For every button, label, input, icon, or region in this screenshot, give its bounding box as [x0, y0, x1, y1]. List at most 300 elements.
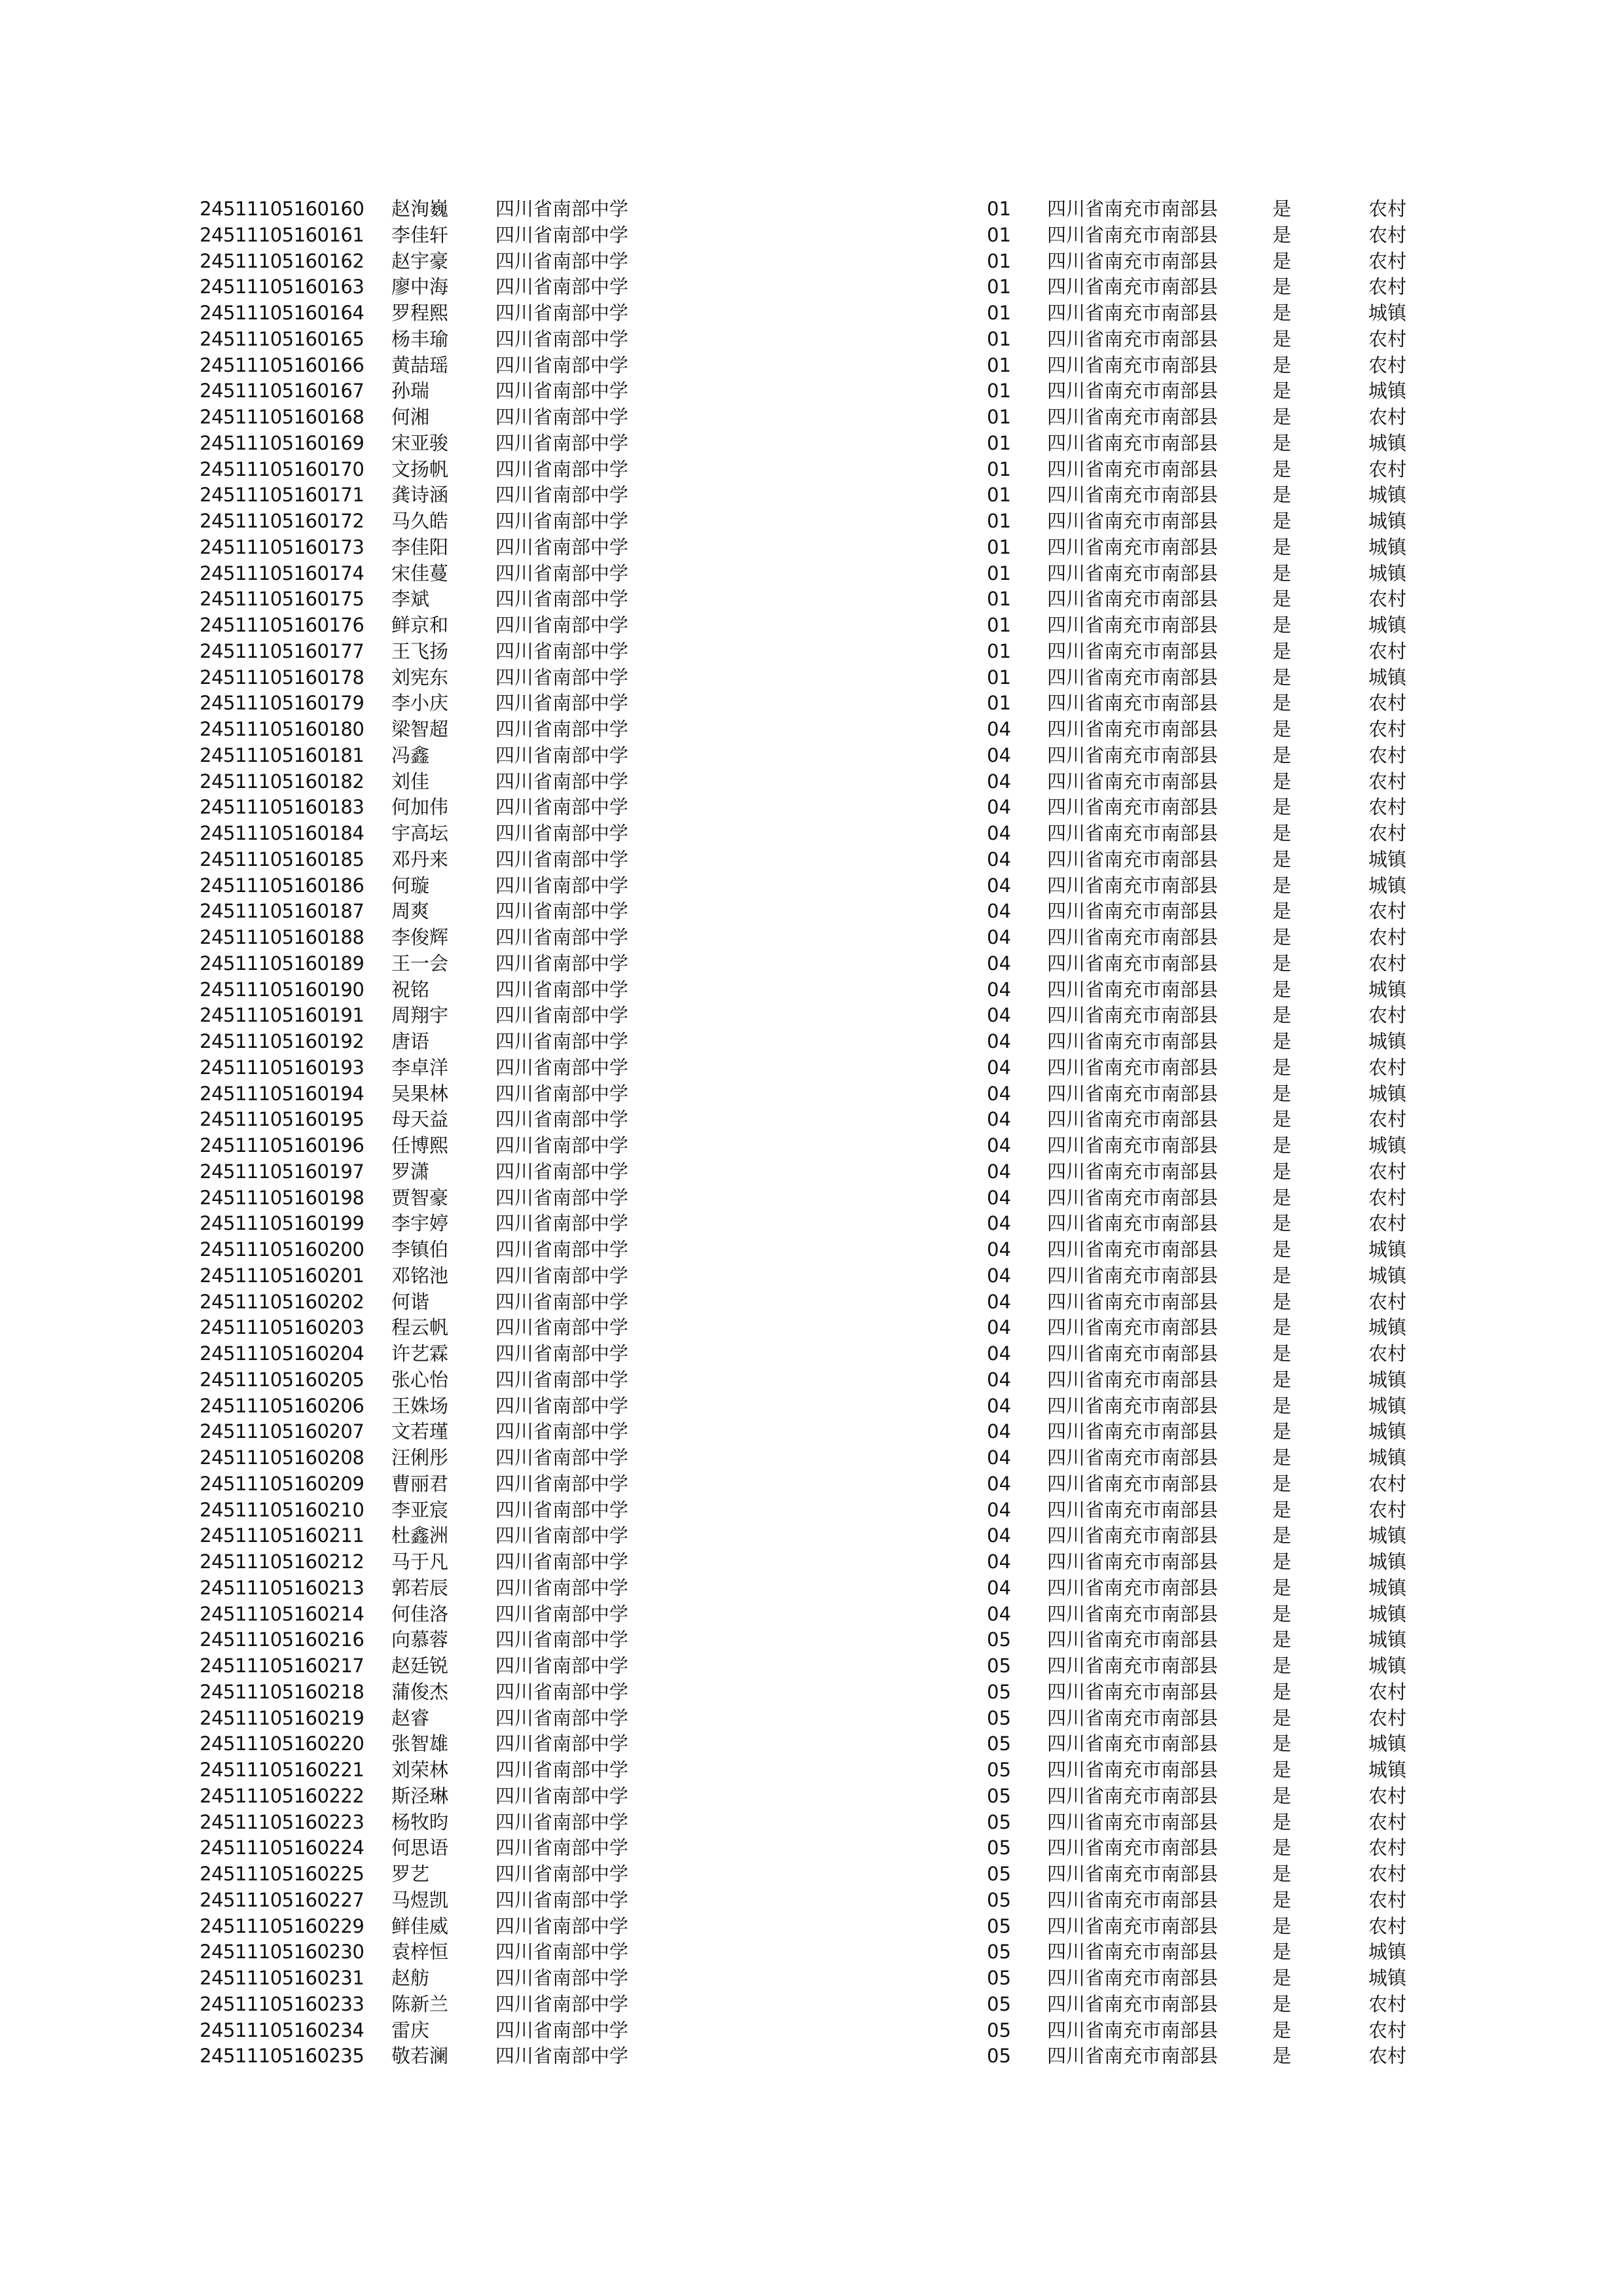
- flag-cell: 是: [1272, 874, 1292, 897]
- student-id-cell: 24511105160188: [200, 926, 365, 948]
- flag-cell: 是: [1272, 1680, 1292, 1703]
- table-row: [0, 2043, 1623, 2069]
- residence-type-cell: 农村: [1368, 1056, 1407, 1079]
- student-name-cell: 周翔宇: [391, 1004, 449, 1027]
- student-name-cell: 王飞扬: [391, 639, 449, 662]
- student-name-cell: 任博熙: [391, 1134, 449, 1157]
- region-cell: 四川省南充市南部县: [1047, 223, 1219, 246]
- school-cell: 四川省南部中学: [495, 2045, 629, 2068]
- region-cell: 四川省南充市南部县: [1047, 1655, 1219, 1677]
- residence-type-cell: 农村: [1368, 822, 1407, 844]
- flag-cell: 是: [1272, 1992, 1292, 2015]
- residence-type-cell: 城镇: [1368, 666, 1407, 689]
- region-cell: 四川省南充市南部县: [1047, 1551, 1219, 1573]
- residence-type-cell: 农村: [1368, 457, 1407, 480]
- student-id-cell: 24511105160181: [200, 744, 365, 766]
- residence-type-cell: 农村: [1368, 796, 1407, 819]
- student-name-cell: 何加伟: [391, 796, 449, 819]
- region-cell: 四川省南充市南部县: [1047, 1394, 1219, 1417]
- student-id-cell: 24511105160234: [200, 2018, 365, 2041]
- student-name-cell: 袁梓恒: [391, 1941, 449, 1964]
- student-id-cell: 24511105160197: [200, 1160, 365, 1183]
- residence-type-cell: 城镇: [1368, 1602, 1407, 1625]
- school-cell: 四川省南部中学: [495, 535, 629, 558]
- student-id-cell: 24511105160211: [200, 1524, 365, 1547]
- residence-type-cell: 农村: [1368, 952, 1407, 975]
- class-code-cell: 04: [987, 952, 1011, 975]
- class-code-cell: 01: [987, 639, 1011, 662]
- class-code-cell: 05: [987, 1837, 1011, 1859]
- region-cell: 四川省南充市南部县: [1047, 431, 1219, 454]
- class-code-cell: 04: [987, 874, 1011, 897]
- school-cell: 四川省南部中学: [495, 1446, 629, 1469]
- region-cell: 四川省南充市南部县: [1047, 1264, 1219, 1287]
- flag-cell: 是: [1272, 1004, 1292, 1027]
- student-name-cell: 吴果林: [391, 1082, 449, 1105]
- school-cell: 四川省南部中学: [495, 900, 629, 923]
- student-name-cell: 何思语: [391, 1837, 449, 1859]
- school-cell: 四川省南部中学: [495, 874, 629, 897]
- flag-cell: 是: [1272, 431, 1292, 454]
- residence-type-cell: 城镇: [1368, 380, 1407, 403]
- class-code-cell: 04: [987, 1394, 1011, 1417]
- residence-type-cell: 城镇: [1368, 1368, 1407, 1391]
- student-name-cell: 李斌: [391, 588, 430, 611]
- region-cell: 四川省南充市南部县: [1047, 718, 1219, 740]
- flag-cell: 是: [1272, 484, 1292, 507]
- residence-type-cell: 农村: [1368, 744, 1407, 766]
- flag-cell: 是: [1272, 1238, 1292, 1261]
- table-row: [0, 326, 1623, 352]
- region-cell: 四川省南充市南部县: [1047, 510, 1219, 532]
- student-name-cell: 刘荣林: [391, 1759, 449, 1781]
- region-cell: 四川省南充市南部县: [1047, 1837, 1219, 1859]
- residence-type-cell: 农村: [1368, 1914, 1407, 1937]
- class-code-cell: 01: [987, 431, 1011, 454]
- student-id-cell: 24511105160204: [200, 1342, 365, 1365]
- residence-type-cell: 农村: [1368, 1706, 1407, 1729]
- student-id-cell: 24511105160168: [200, 406, 365, 428]
- class-code-cell: 04: [987, 848, 1011, 870]
- student-name-cell: 杨牧昀: [391, 1810, 449, 1833]
- table-row: [0, 820, 1623, 846]
- flag-cell: 是: [1272, 848, 1292, 870]
- class-code-cell: 01: [987, 692, 1011, 715]
- school-cell: 四川省南部中学: [495, 1888, 629, 1911]
- table-row: [0, 872, 1623, 899]
- class-code-cell: 01: [987, 484, 1011, 507]
- school-cell: 四川省南部中学: [495, 1134, 629, 1157]
- class-code-cell: 04: [987, 1524, 1011, 1547]
- school-cell: 四川省南部中学: [495, 1082, 629, 1105]
- school-cell: 四川省南部中学: [495, 562, 629, 584]
- class-code-cell: 05: [987, 2018, 1011, 2041]
- student-name-cell: 邓丹来: [391, 848, 449, 870]
- student-name-cell: 杨丰瑜: [391, 327, 449, 350]
- flag-cell: 是: [1272, 510, 1292, 532]
- class-code-cell: 04: [987, 1342, 1011, 1365]
- table-row: [0, 1263, 1623, 1289]
- school-cell: 四川省南部中学: [495, 510, 629, 532]
- residence-type-cell: 城镇: [1368, 1238, 1407, 1261]
- table-row: [0, 1314, 1623, 1340]
- flag-cell: 是: [1272, 952, 1292, 975]
- table-row: [0, 1522, 1623, 1549]
- student-id-cell: 24511105160176: [200, 614, 365, 636]
- flag-cell: 是: [1272, 1082, 1292, 1105]
- student-name-cell: 宋佳蔓: [391, 562, 449, 584]
- residence-type-cell: 城镇: [1368, 484, 1407, 507]
- flag-cell: 是: [1272, 1394, 1292, 1417]
- student-id-cell: 24511105160205: [200, 1368, 365, 1391]
- student-id-cell: 24511105160220: [200, 1732, 365, 1755]
- table-row: [0, 300, 1623, 326]
- class-code-cell: 04: [987, 1134, 1011, 1157]
- student-name-cell: 李镇伯: [391, 1238, 449, 1261]
- student-name-cell: 黄喆瑶: [391, 353, 449, 376]
- table-row: [0, 1575, 1623, 1601]
- student-name-cell: 祝铭: [391, 978, 430, 1001]
- student-name-cell: 鲜京和: [391, 614, 449, 636]
- student-id-cell: 24511105160185: [200, 848, 365, 870]
- student-id-cell: 24511105160174: [200, 562, 365, 584]
- school-cell: 四川省南部中学: [495, 1368, 629, 1391]
- student-name-cell: 赵睿: [391, 1706, 430, 1729]
- region-cell: 四川省南充市南部县: [1047, 535, 1219, 558]
- student-name-cell: 李佳阳: [391, 535, 449, 558]
- table-row: [0, 924, 1623, 950]
- class-code-cell: 01: [987, 327, 1011, 350]
- flag-cell: 是: [1272, 978, 1292, 1001]
- table-row: [0, 977, 1623, 1003]
- class-code-cell: 04: [987, 1212, 1011, 1235]
- student-id-cell: 24511105160229: [200, 1914, 365, 1937]
- table-row: [0, 378, 1623, 404]
- flag-cell: 是: [1272, 1837, 1292, 1859]
- region-cell: 四川省南充市南部县: [1047, 380, 1219, 403]
- school-cell: 四川省南部中学: [495, 431, 629, 454]
- flag-cell: 是: [1272, 1368, 1292, 1391]
- student-id-cell: 24511105160173: [200, 535, 365, 558]
- table-row: [0, 560, 1623, 586]
- class-code-cell: 04: [987, 978, 1011, 1001]
- class-code-cell: 04: [987, 796, 1011, 819]
- residence-type-cell: 农村: [1368, 1680, 1407, 1703]
- class-code-cell: 05: [987, 1888, 1011, 1911]
- table-row: [0, 1705, 1623, 1731]
- student-id-cell: 24511105160198: [200, 1186, 365, 1209]
- student-name-cell: 何佳洛: [391, 1602, 449, 1625]
- school-cell: 四川省南部中学: [495, 1992, 629, 2015]
- residence-type-cell: 农村: [1368, 1290, 1407, 1313]
- residence-type-cell: 农村: [1368, 770, 1407, 793]
- student-id-cell: 24511105160222: [200, 1784, 365, 1807]
- residence-type-cell: 农村: [1368, 926, 1407, 948]
- table-row: [0, 1444, 1623, 1471]
- school-cell: 四川省南部中学: [495, 1941, 629, 1964]
- class-code-cell: 04: [987, 1238, 1011, 1261]
- school-cell: 四川省南部中学: [495, 1837, 629, 1859]
- school-cell: 四川省南部中学: [495, 1316, 629, 1339]
- student-id-cell: 24511105160214: [200, 1602, 365, 1625]
- class-code-cell: 04: [987, 1290, 1011, 1313]
- region-cell: 四川省南充市南部县: [1047, 1082, 1219, 1105]
- class-code-cell: 01: [987, 302, 1011, 324]
- student-name-cell: 贾智豪: [391, 1186, 449, 1209]
- residence-type-cell: 城镇: [1368, 1420, 1407, 1443]
- student-id-cell: 24511105160193: [200, 1056, 365, 1079]
- class-code-cell: 05: [987, 1967, 1011, 1989]
- student-name-cell: 马于凡: [391, 1551, 449, 1573]
- flag-cell: 是: [1272, 1863, 1292, 1885]
- school-cell: 四川省南部中学: [495, 1342, 629, 1365]
- student-id-cell: 24511105160202: [200, 1290, 365, 1313]
- residence-type-cell: 城镇: [1368, 848, 1407, 870]
- class-code-cell: 05: [987, 1784, 1011, 1807]
- table-row: [0, 690, 1623, 716]
- school-cell: 四川省南部中学: [495, 1238, 629, 1261]
- student-id-cell: 24511105160235: [200, 2045, 365, 2068]
- region-cell: 四川省南充市南部县: [1047, 614, 1219, 636]
- class-code-cell: 01: [987, 353, 1011, 376]
- residence-type-cell: 城镇: [1368, 1030, 1407, 1052]
- flag-cell: 是: [1272, 249, 1292, 272]
- class-code-cell: 04: [987, 1264, 1011, 1287]
- flag-cell: 是: [1272, 1446, 1292, 1469]
- class-code-cell: 04: [987, 1004, 1011, 1027]
- student-name-cell: 李宇婷: [391, 1212, 449, 1235]
- region-cell: 四川省南充市南部县: [1047, 1316, 1219, 1339]
- residence-type-cell: 农村: [1368, 1212, 1407, 1235]
- region-cell: 四川省南充市南部县: [1047, 770, 1219, 793]
- table-row: [0, 456, 1623, 482]
- student-id-cell: 24511105160172: [200, 510, 365, 532]
- region-cell: 四川省南充市南部县: [1047, 978, 1219, 1001]
- class-code-cell: 05: [987, 1759, 1011, 1781]
- flag-cell: 是: [1272, 1056, 1292, 1079]
- flag-cell: 是: [1272, 1264, 1292, 1287]
- student-id-cell: 24511105160190: [200, 978, 365, 1001]
- school-cell: 四川省南部中学: [495, 1186, 629, 1209]
- flag-cell: 是: [1272, 562, 1292, 584]
- student-id-cell: 24511105160212: [200, 1551, 365, 1573]
- region-cell: 四川省南充市南部县: [1047, 457, 1219, 480]
- table-row: [0, 1106, 1623, 1132]
- table-row: [0, 1393, 1623, 1419]
- table-row: [0, 1054, 1623, 1081]
- flag-cell: 是: [1272, 2018, 1292, 2041]
- student-name-cell: 何湘: [391, 406, 430, 428]
- table-row: [0, 1236, 1623, 1263]
- table-row: [0, 2017, 1623, 2043]
- student-name-cell: 曹丽君: [391, 1472, 449, 1495]
- flag-cell: 是: [1272, 1759, 1292, 1781]
- table-row: [0, 1158, 1623, 1185]
- residence-type-cell: 农村: [1368, 2045, 1407, 2068]
- student-name-cell: 母天益: [391, 1108, 449, 1131]
- table-row: [0, 274, 1623, 300]
- class-code-cell: 01: [987, 588, 1011, 611]
- region-cell: 四川省南充市南部县: [1047, 1368, 1219, 1391]
- student-name-cell: 文若瑾: [391, 1420, 449, 1443]
- student-id-cell: 24511105160167: [200, 380, 365, 403]
- flag-cell: 是: [1272, 666, 1292, 689]
- residence-type-cell: 城镇: [1368, 302, 1407, 324]
- school-cell: 四川省南部中学: [495, 1030, 629, 1052]
- class-code-cell: 04: [987, 900, 1011, 923]
- flag-cell: 是: [1272, 406, 1292, 428]
- region-cell: 四川省南充市南部县: [1047, 926, 1219, 948]
- flag-cell: 是: [1272, 796, 1292, 819]
- flag-cell: 是: [1272, 1655, 1292, 1677]
- residence-type-cell: 农村: [1368, 1810, 1407, 1833]
- region-cell: 四川省南充市南部县: [1047, 1472, 1219, 1495]
- region-cell: 四川省南充市南部县: [1047, 639, 1219, 662]
- student-name-cell: 斯泾琳: [391, 1784, 449, 1807]
- residence-type-cell: 城镇: [1368, 1134, 1407, 1157]
- region-cell: 四川省南充市南部县: [1047, 1602, 1219, 1625]
- region-cell: 四川省南充市南部县: [1047, 1967, 1219, 1989]
- residence-type-cell: 城镇: [1368, 1759, 1407, 1781]
- region-cell: 四川省南充市南部县: [1047, 353, 1219, 376]
- class-code-cell: 05: [987, 1732, 1011, 1755]
- residence-type-cell: 城镇: [1368, 1732, 1407, 1755]
- flag-cell: 是: [1272, 1420, 1292, 1443]
- school-cell: 四川省南部中学: [495, 1628, 629, 1651]
- student-id-cell: 24511105160208: [200, 1446, 365, 1469]
- flag-cell: 是: [1272, 1316, 1292, 1339]
- student-id-cell: 24511105160162: [200, 249, 365, 272]
- class-code-cell: 05: [987, 1914, 1011, 1937]
- student-id-cell: 24511105160210: [200, 1498, 365, 1521]
- table-row: [0, 1939, 1623, 1965]
- class-code-cell: 01: [987, 457, 1011, 480]
- student-name-cell: 龚诗涵: [391, 484, 449, 507]
- class-code-cell: 01: [987, 223, 1011, 246]
- region-cell: 四川省南充市南部县: [1047, 900, 1219, 923]
- student-name-cell: 雷庆: [391, 2018, 430, 2041]
- school-cell: 四川省南部中学: [495, 692, 629, 715]
- table-row: [0, 196, 1623, 222]
- student-id-cell: 24511105160171: [200, 484, 365, 507]
- school-cell: 四川省南部中学: [495, 1706, 629, 1729]
- table-row: [0, 1913, 1623, 1939]
- student-id-cell: 24511105160189: [200, 952, 365, 975]
- class-code-cell: 01: [987, 666, 1011, 689]
- region-cell: 四川省南充市南部县: [1047, 2045, 1219, 2068]
- region-cell: 四川省南充市南部县: [1047, 1888, 1219, 1911]
- table-row: [0, 248, 1623, 274]
- school-cell: 四川省南部中学: [495, 327, 629, 350]
- student-id-cell: 24511105160160: [200, 198, 365, 220]
- residence-type-cell: 农村: [1368, 406, 1407, 428]
- region-cell: 四川省南充市南部县: [1047, 692, 1219, 715]
- flag-cell: 是: [1272, 1914, 1292, 1937]
- region-cell: 四川省南充市南部县: [1047, 1186, 1219, 1209]
- flag-cell: 是: [1272, 1290, 1292, 1313]
- table-row: [0, 846, 1623, 872]
- student-id-cell: 24511105160165: [200, 327, 365, 350]
- flag-cell: 是: [1272, 302, 1292, 324]
- flag-cell: 是: [1272, 1498, 1292, 1521]
- region-cell: 四川省南充市南部县: [1047, 588, 1219, 611]
- class-code-cell: 04: [987, 1498, 1011, 1521]
- table-row: [0, 716, 1623, 742]
- residence-type-cell: 农村: [1368, 639, 1407, 662]
- school-cell: 四川省南部中学: [495, 718, 629, 740]
- student-name-cell: 孙瑞: [391, 380, 430, 403]
- residence-type-cell: 农村: [1368, 1992, 1407, 2015]
- school-cell: 四川省南部中学: [495, 1056, 629, 1079]
- region-cell: 四川省南充市南部县: [1047, 1784, 1219, 1807]
- student-name-cell: 廖中海: [391, 276, 449, 298]
- table-row: [0, 586, 1623, 612]
- class-code-cell: 05: [987, 1680, 1011, 1703]
- flag-cell: 是: [1272, 1732, 1292, 1755]
- student-id-cell: 24511105160166: [200, 353, 365, 376]
- region-cell: 四川省南充市南部县: [1047, 1056, 1219, 1079]
- student-id-cell: 24511105160216: [200, 1628, 365, 1651]
- student-id-cell: 24511105160179: [200, 692, 365, 715]
- flag-cell: 是: [1272, 1967, 1292, 1989]
- school-cell: 四川省南部中学: [495, 484, 629, 507]
- student-name-cell: 李佳轩: [391, 223, 449, 246]
- school-cell: 四川省南部中学: [495, 822, 629, 844]
- residence-type-cell: 城镇: [1368, 1316, 1407, 1339]
- student-name-cell: 周爽: [391, 900, 430, 923]
- region-cell: 四川省南充市南部县: [1047, 1706, 1219, 1729]
- class-code-cell: 04: [987, 1030, 1011, 1052]
- region-cell: 四川省南充市南部县: [1047, 1160, 1219, 1183]
- region-cell: 四川省南充市南部县: [1047, 1759, 1219, 1781]
- table-row: [0, 612, 1623, 638]
- region-cell: 四川省南充市南部县: [1047, 952, 1219, 975]
- table-row: [0, 404, 1623, 430]
- class-code-cell: 01: [987, 614, 1011, 636]
- student-id-cell: 24511105160213: [200, 1576, 365, 1599]
- table-row: [0, 1757, 1623, 1783]
- flag-cell: 是: [1272, 900, 1292, 923]
- student-name-cell: 李小庆: [391, 692, 449, 715]
- school-cell: 四川省南部中学: [495, 406, 629, 428]
- residence-type-cell: 农村: [1368, 1108, 1407, 1131]
- class-code-cell: 05: [987, 1863, 1011, 1885]
- class-code-cell: 01: [987, 510, 1011, 532]
- region-cell: 四川省南充市南部县: [1047, 666, 1219, 689]
- school-cell: 四川省南部中学: [495, 2018, 629, 2041]
- table-row: [0, 1132, 1623, 1158]
- school-cell: 四川省南部中学: [495, 1602, 629, 1625]
- flag-cell: 是: [1272, 588, 1292, 611]
- student-id-cell: 24511105160184: [200, 822, 365, 844]
- school-cell: 四川省南部中学: [495, 770, 629, 793]
- table-row: [0, 352, 1623, 378]
- flag-cell: 是: [1272, 1134, 1292, 1157]
- class-code-cell: 04: [987, 1446, 1011, 1469]
- student-id-cell: 24511105160187: [200, 900, 365, 923]
- residence-type-cell: 城镇: [1368, 562, 1407, 584]
- school-cell: 四川省南部中学: [495, 1759, 629, 1781]
- student-name-cell: 罗程熙: [391, 302, 449, 324]
- table-row: [0, 1653, 1623, 1679]
- region-cell: 四川省南充市南部县: [1047, 1290, 1219, 1313]
- student-name-cell: 许艺霖: [391, 1342, 449, 1365]
- student-id-cell: 24511105160201: [200, 1264, 365, 1287]
- flag-cell: 是: [1272, 1784, 1292, 1807]
- student-name-cell: 宇高坛: [391, 822, 449, 844]
- class-code-cell: 04: [987, 718, 1011, 740]
- region-cell: 四川省南充市南部县: [1047, 2018, 1219, 2041]
